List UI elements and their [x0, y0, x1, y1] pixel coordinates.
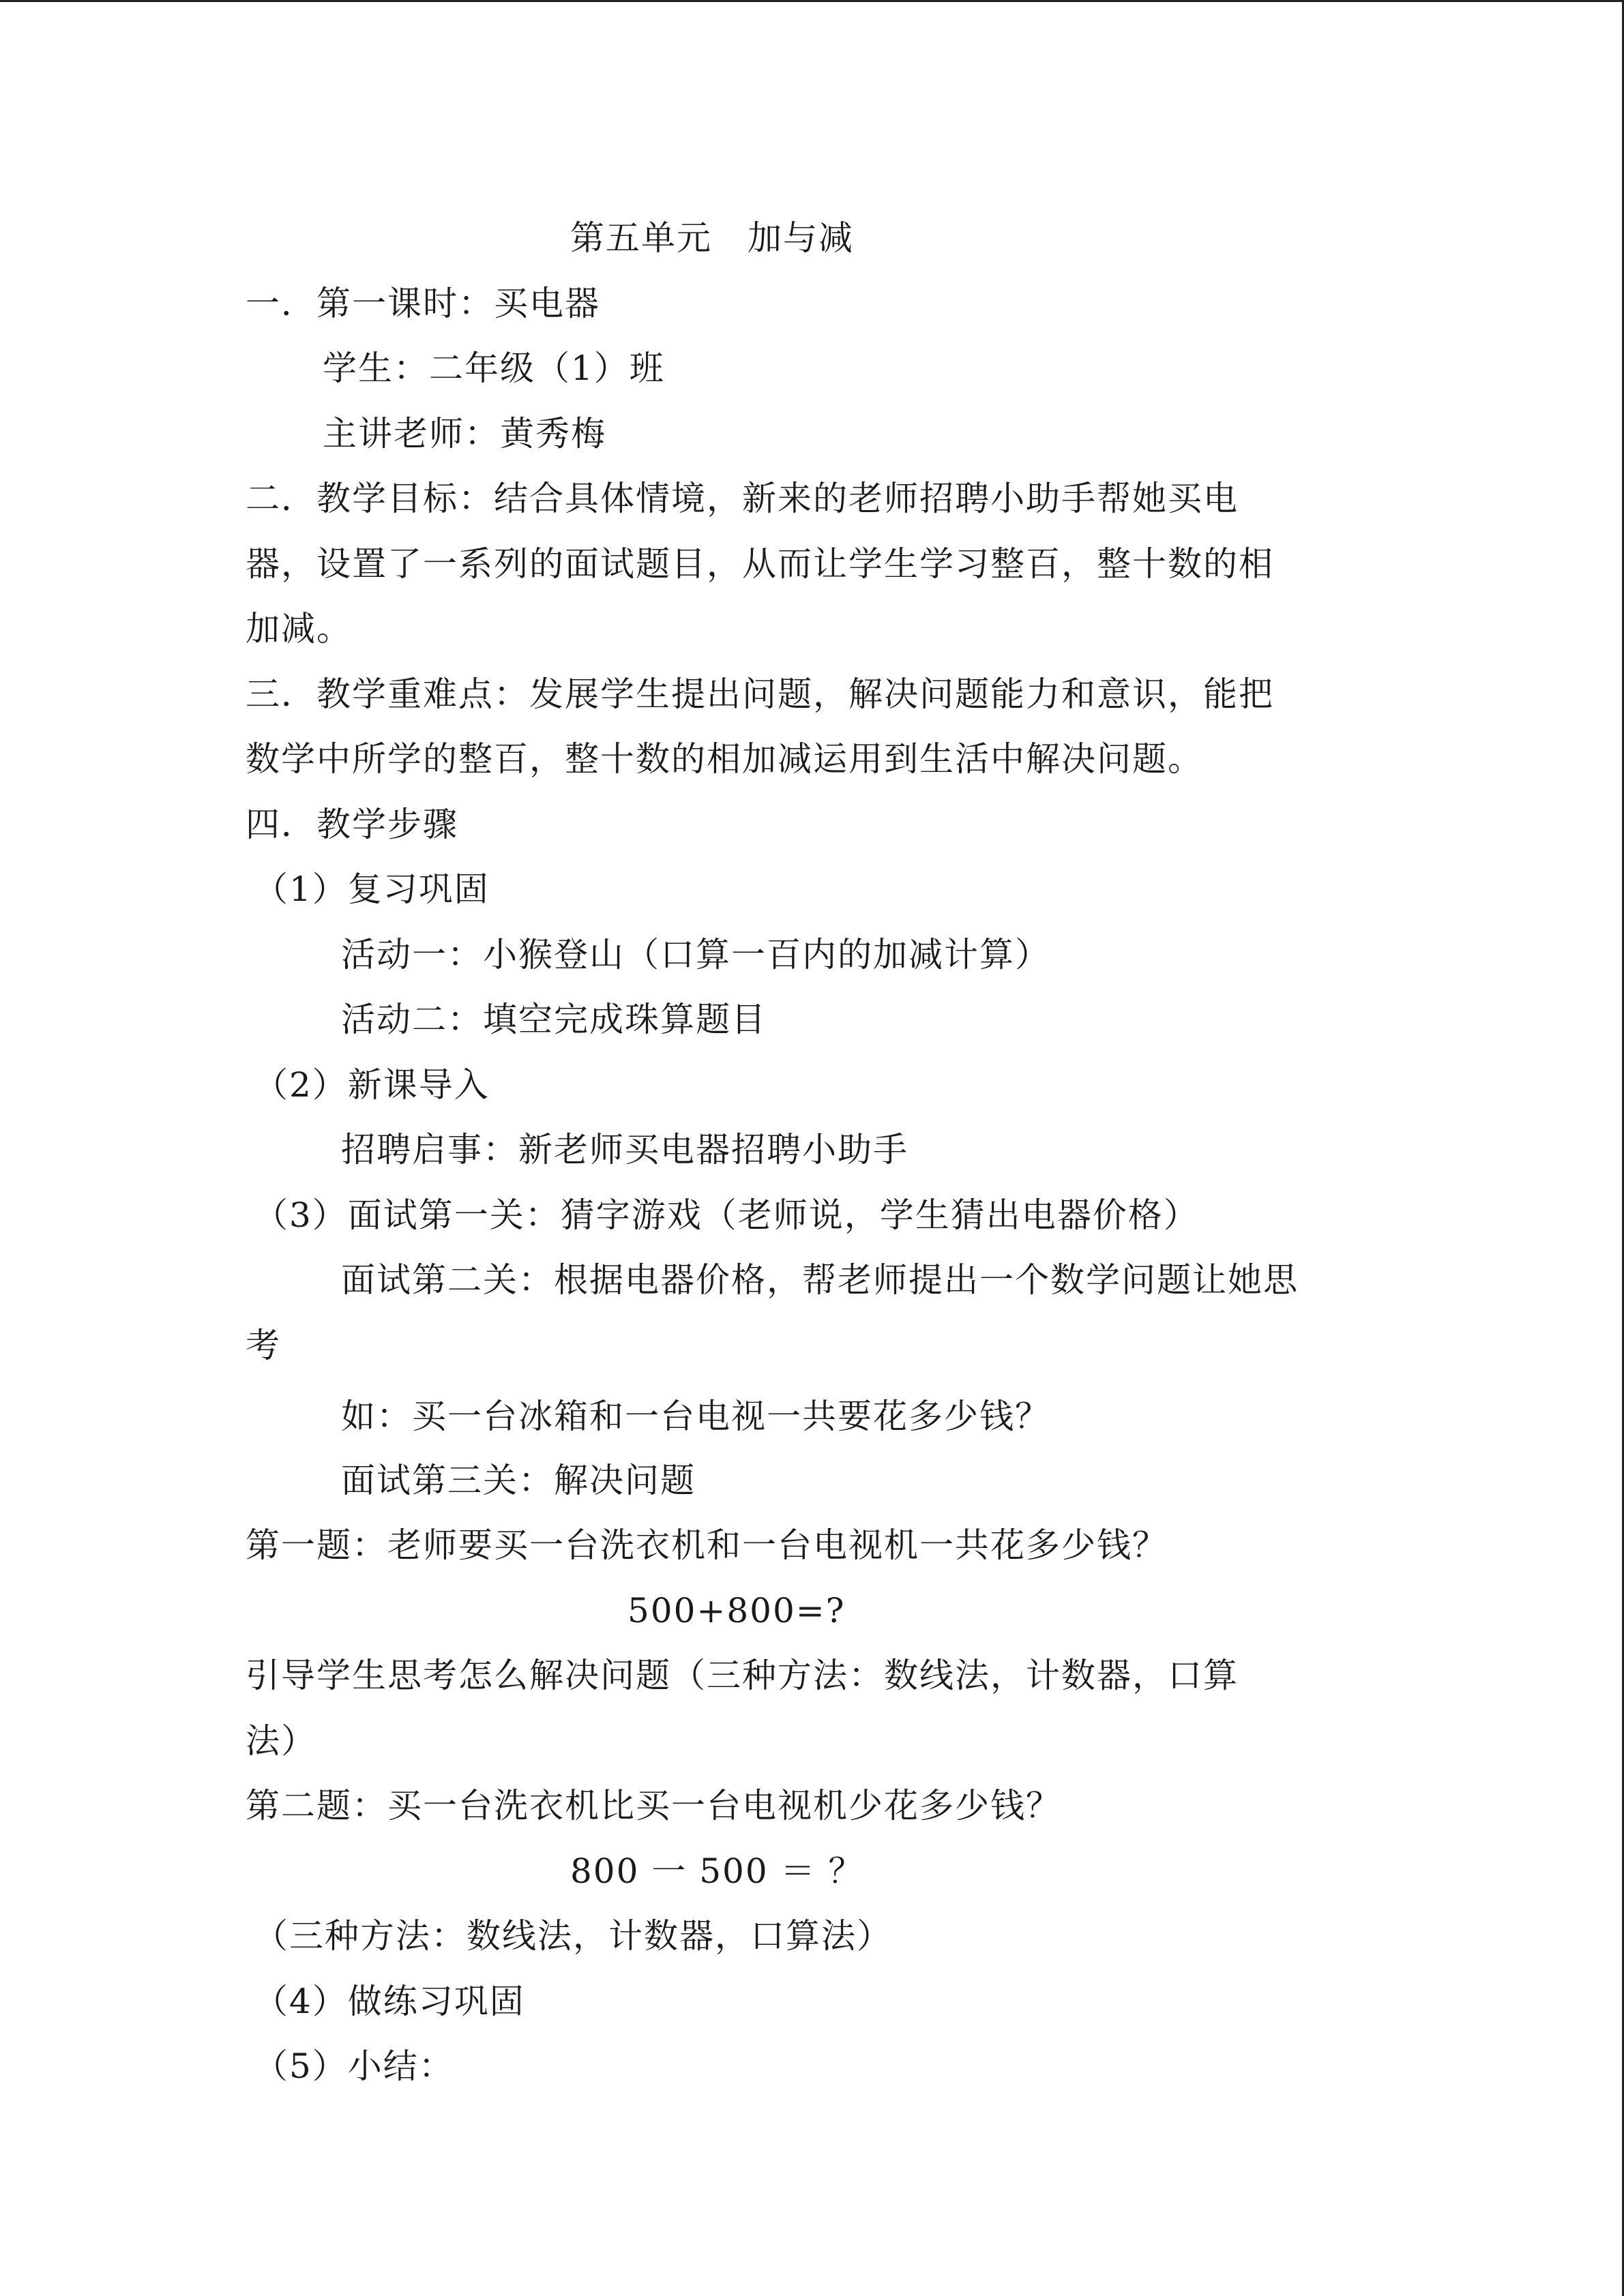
question2-equation: 800 一 500 ＝ ？ — [570, 1851, 864, 1891]
steps-heading: 四．教学步骤 — [246, 805, 458, 844]
objectives-line-2: 器，设置了一系列的面试题目，从而让学生学习整百，整十数的相 — [246, 544, 1274, 584]
objectives-line-1: 二．教学目标：结合具体情境，新来的老师招聘小助手帮她买电 — [246, 479, 1239, 518]
students-line: 学生：二年级（1）班 — [323, 348, 665, 388]
step3-example: 如：买一台冰箱和一台电视一共要花多少钱？ — [341, 1397, 1050, 1436]
step2-content: 招聘启事：新老师买电器招聘小助手 — [341, 1130, 909, 1169]
document-title: 第五单元 加与减 — [570, 218, 854, 258]
step1-activity2: 活动二：填空完成珠算题目 — [341, 1000, 767, 1039]
step1-heading: （1）复习巩固 — [254, 869, 490, 909]
question2-text: 第二题：买一台洗衣机比买一台电视机少花多少钱？ — [246, 1786, 1061, 1825]
step3-second-level-line-1: 面试第二关：根据电器价格，帮老师提出一个数学问题让她思 — [341, 1260, 1299, 1300]
step1-activity1: 活动一：小猴登山（口算一百内的加减计算） — [341, 935, 1050, 974]
key-points-line-1: 三．教学重难点：发展学生提出问题，解决问题能力和意识，能把 — [246, 674, 1274, 714]
lesson-heading: 一．第一课时：买电器 — [246, 284, 600, 323]
objectives-line-3: 加减。 — [246, 609, 352, 648]
step3-heading: （3）面试第一关：猜字游戏（老师说，学生猜出电器价格） — [254, 1195, 1199, 1235]
question2-methods: （三种方法：数线法，计数器，口算法） — [254, 1916, 892, 1956]
step3-third-level: 面试第三关：解决问题 — [341, 1461, 696, 1500]
question1-text: 第一题：老师要买一台洗衣机和一台电视机一共花多少钱？ — [246, 1525, 1168, 1565]
step5-line: （5）小结： — [254, 2046, 454, 2086]
question1-guide-line-1: 引导学生思考怎么解决问题（三种方法：数线法，计数器，口算 — [246, 1656, 1239, 1695]
teacher-line: 主讲老师：黄秀梅 — [323, 414, 606, 453]
question1-equation: 500+800=? — [628, 1591, 846, 1630]
step4-line: （4）做练习巩固 — [254, 1982, 525, 2021]
key-points-line-2: 数学中所学的整百，整十数的相加减运用到生活中解决问题。 — [246, 739, 1203, 779]
step3-second-level-line-2: 考 — [246, 1326, 281, 1365]
question1-guide-line-2: 法） — [246, 1721, 316, 1761]
step2-heading: （2）新课导入 — [254, 1065, 490, 1105]
